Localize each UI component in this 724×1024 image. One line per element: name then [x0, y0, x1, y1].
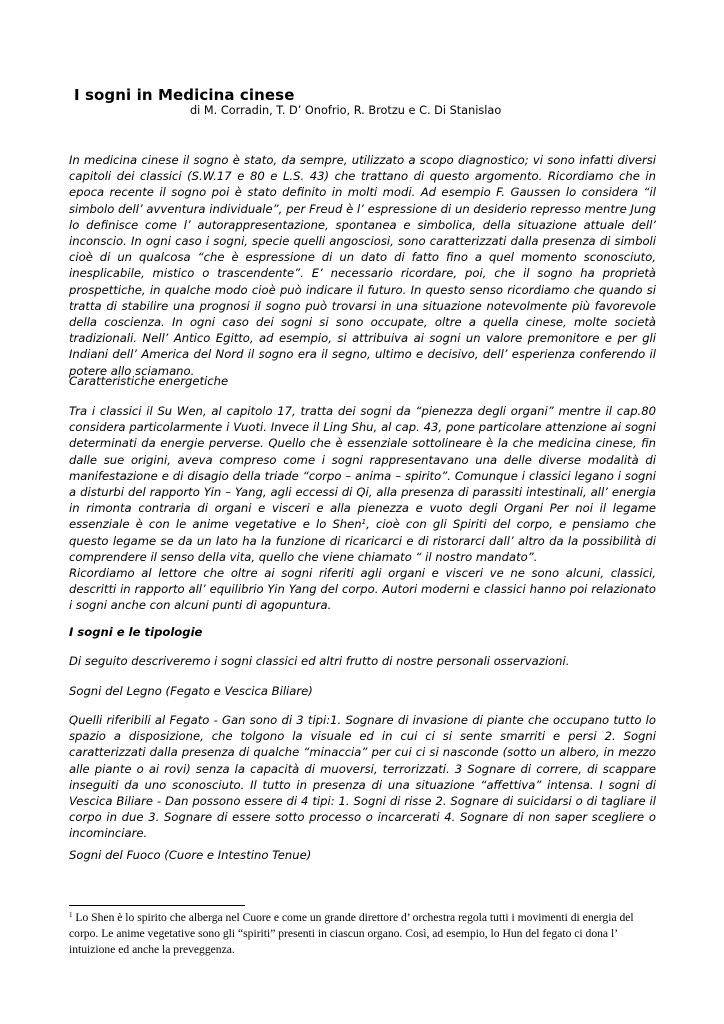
footnote-text: Lo Shen è lo spirito che alberga nel Cuore e come un grande direttore d’ orchestra regola tutti i movimenti di energia del corpo. Le anime vegetative sono gli “spiriti” presenti in ciascun organo. Così, ad esempio, lo Hun del fegato ci dona l’ intuizione ed anche la preveggenza. — [69, 911, 634, 956]
footnote-marker: 1 — [69, 911, 73, 919]
types-intro: Di seguito descriveremo i sogni classici ed altri frutto di nostre personali osservazioni. — [69, 654, 570, 668]
section-heading-wood: Sogni del Legno (Fegato e Vescica Biliare) — [69, 684, 313, 698]
energetic-paragraph-1 — [69, 403, 656, 565]
section-heading-types: I sogni e le tipologie — [69, 625, 203, 639]
footnote-separator — [69, 905, 245, 906]
footnote-reference: 1 — [361, 518, 367, 527]
section-heading-energetic: Caratteristiche energetiche — [69, 374, 229, 388]
wood-paragraph: Quelli riferibili al Fegato - Gan sono di 3 tipi:1. Sognare di invasione di piante che occupano tutto lo spazio a disposizione, che tolgono la visuale ed in cui ci si sente smarriti e persi 2. Sogni caratterizzati dalla presenza di qualche “minaccia” per cui ci si nasconde (sotto un albero, in mezzo alle piante o ai rovi) senza la capacità di muoversi, terrorizzati. 3 Sognare di correre, di scappare inseguiti da uno sconosciuto. Il tutto in presenza di una situazione “affettiva” intensa. I sogni di Vescica Biliare - Dan possono essere di 4 tipi: 1. Sogni di risse 2. Sognare di suicidarsi o di tagliare il corpo in due 3. Sognare di essere sotto processo o incarcerati 4. Sognare di non saper scegliere o incominciare. — [69, 713, 656, 841]
intro-paragraph: In medicina cinese il sogno è stato, da sempre, utilizzato a scopo diagnostico; vi sono infatti diversi capitoli dei classici (S.W.17 e 80 e L.S. 43) che trattano di questo argomento. Ricordiamo che in epoca recente il sogno poi è stato definito in molti modi. Ad esempio F. Gaussen lo considera “il simbolo dell’ avventura individuale”, per Freud è l’ espressione di un desiderio represso mentre Jung lo definisce come l’ autorappresentazione, spontanea e simbolica, della situazione attuale dell’ inconscio. In ogni caso i sogni, specie quelli angosciosi, sono caratterizzati dalla presenza di simboli cioè di un qualcosa “che è espressione di un dato di fatto fino a quel momento sconosciuto, inesplicabile, mistico o trascendente”. E’ necessario ricordare, poi, che il sogno ha proprietà prospettiche, in qualche modo cioè può indicare il futuro. In questo senso ricordiamo che quando si tratta di stabilire una prognosi il sogno può trovarsi in una situazione notevolmente più favorevole della coscienza. In ogni caso dei sogni si sono occupate, oltre a quella cinese, molte società tradizionali. Nell’ Antico Egitto, ad esempio, si attribuiva ai sogni un valore premonitore e per gli Indiani dell’ America del Nord il sogno era il segno, ultimo e decisivo, dell’ esperienza conferendo il potere allo sciamano. — [69, 153, 656, 378]
footnote — [69, 910, 659, 957]
document-title: I sogni in Medicina cinese — [74, 86, 295, 104]
energetic-text-part-b: , cioè con gli Spiriti del corpo, e pensiamo che questo legame se da un lato ha la funzione di ricaricarci e di ristorarci dall’ altro da la possibilità di comprendere il senso della vita, quello che viene chiamato “ il nostro mandato”. — [69, 517, 656, 564]
document-authors: di M. Corradin, T. D’ Onofrio, R. Brotzu e C. Di Stanislao — [190, 104, 502, 117]
energetic-text-part-a: Tra i classici il Su Wen, al capitolo 17, tratta dei sogni da “pienezza degli organi” mentre il cap.80 considera particolarmente i Vuoti. Invece il Ling Shu, al cap. 43, pone particolare attenzione ai sogni determinati da energie perverse. Quello che è essenziale sottolineare è la che medicina cinese, fin dalle sue origini, aveva compreso come i sogni rappresentavano una delle diverse modalità di manifestazione e di disagio della triade “corpo – anima – spirito”. Comunque i classici legano i sogni a disturbi del rapporto Yin – Yang, agli eccessi di Qi, alla presenza di parassiti intestinali, all’ energia in rimonta contraria di organi e visceri e alla pienezza e vuoto degli Organi Per noi il legame essenziale è con le anime vegetative e lo Shen — [69, 404, 656, 532]
energetic-paragraph-2: Ricordiamo al lettore che oltre ai sogni riferiti agli organi e visceri ve ne sono alcuni, classici, descritti in rapporto all’ equilibrio Yin Yang del corpo. Autori moderni e classici hanno poi relazionato i sogni anche con alcuni punti di agopuntura. — [69, 566, 656, 613]
section-heading-fire: Sogni del Fuoco (Cuore e Intestino Tenue) — [69, 848, 312, 862]
